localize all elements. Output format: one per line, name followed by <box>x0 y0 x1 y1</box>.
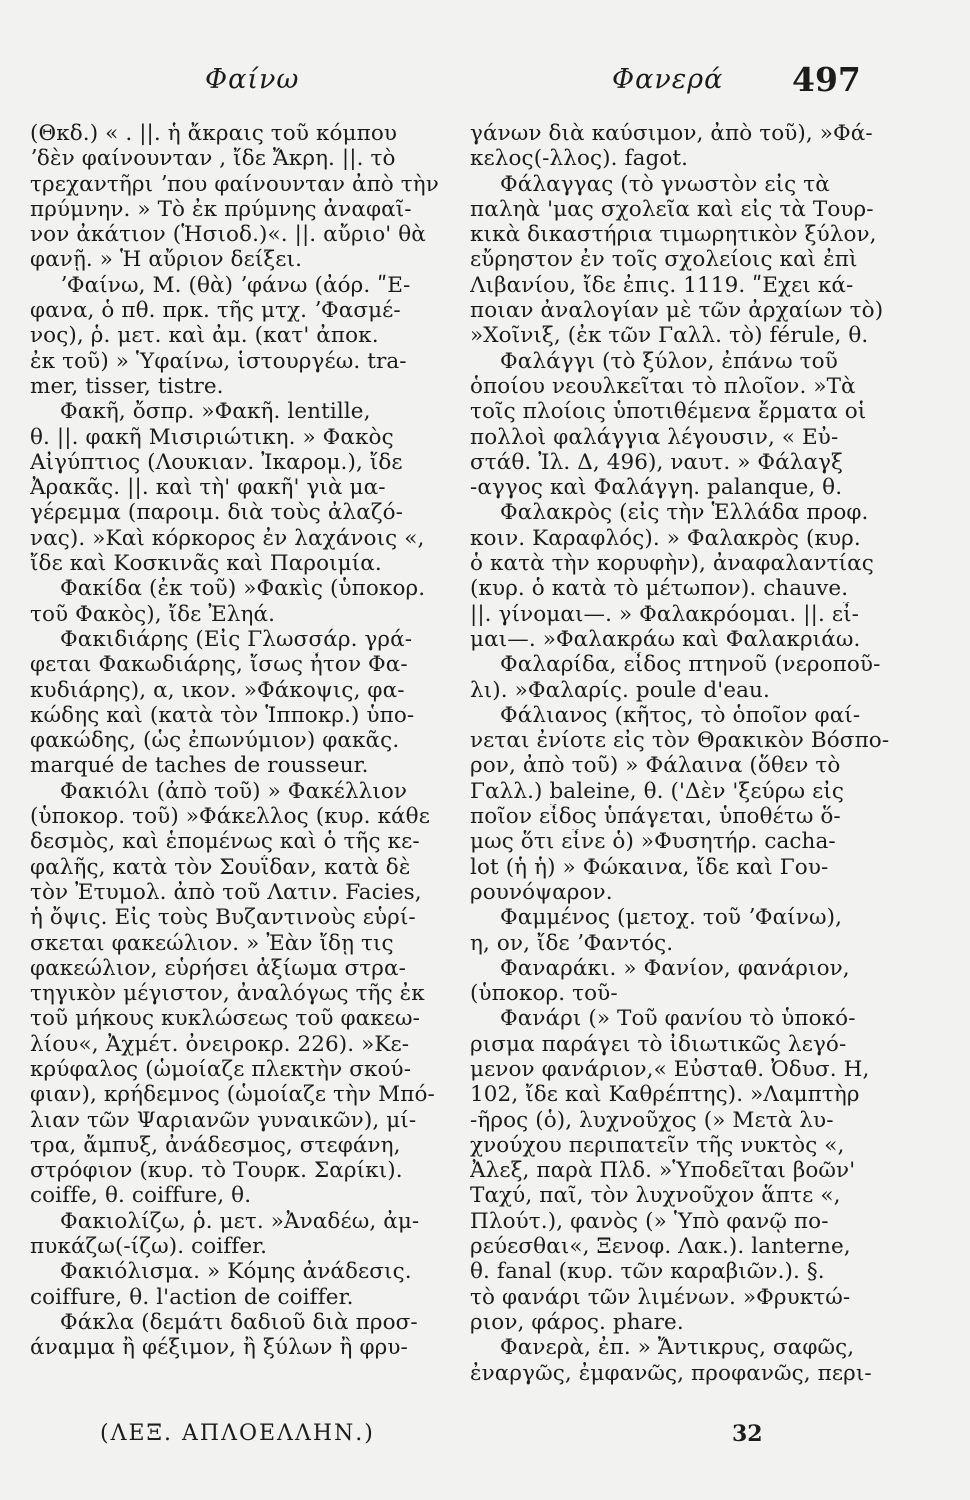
text-line: lot (ἡ ἡ) » Φώκαινα, ἴδε καὶ Γου- <box>470 854 829 880</box>
text-line: δεσμὸς, καὶ ἑπομένως καὶ ὁ τῆς κε- <box>30 829 420 855</box>
text-line: Φανερὰ, ἐπ. » Ἄντικρυς, σαφῶς, <box>500 1335 855 1361</box>
text-line: τηγικὸν μέγιστον, ἀναλόγως τῆς ἐκ <box>30 981 425 1007</box>
text-line: γάνων διὰ καύσιμον, ἀπὸ τοῦ), »Φά- <box>470 121 873 146</box>
text-line: (ὑποκορ. τοῦ- <box>470 981 618 1007</box>
text-line: Φακιόλισμα. » Κόμης ἀνάδεσις. <box>60 1259 412 1285</box>
text-line: Φαλακρὸς (εἰς τὴν Ἑλλάδα προφ. <box>500 500 869 526</box>
text-line: coiffure, θ. l'action de coiffer. <box>30 1284 354 1310</box>
text-line: σκεται φακεώλιον. » Ἐὰν ἴδῃ τις <box>30 930 394 956</box>
text-line: μως ὅτι εἶνε ὁ) »Φυσητήρ. cacha- <box>470 829 836 855</box>
text-line: φακώδης, (ὡς ἐπωνύμιον) φακᾶς. <box>30 728 400 754</box>
text-line: Φαναράκι. » Φανίον, φανάριον, <box>500 955 850 981</box>
text-line: Φακίδα (ἐκ τοῦ) »Φακὶς (ὑποκορ. <box>60 576 426 602</box>
text-line: Λιβανίου, ἴδε ἐπις. 1119. ʺΕχει κά- <box>470 272 854 298</box>
text-line: θ. fanal (κυρ. τῶν καραβιῶν.). §. <box>470 1259 825 1285</box>
text-line: marqué de taches de rousseur. <box>30 753 369 779</box>
text-line: κικὰ δικαστήρια τιμωρητικὸν ξύλον, <box>470 222 877 248</box>
text-line: λίου«, Ἀχμέτ. ὀνειροκρ. 226). »Κε- <box>30 1031 410 1057</box>
text-line: πυκάζω(-ίζω). coiffer. <box>30 1234 268 1260</box>
text-line: τοῦ μήκους κυκλώσεως τοῦ φακεω- <box>30 1006 421 1032</box>
text-line: ὁποίου νεουλκεῖται τὸ πλοῖον. »Τὰ <box>470 373 856 399</box>
text-line: Ταχύ, παῖ, τὸν λυχνοῦχον ἅπτε «, <box>470 1183 841 1209</box>
page-number: 497 <box>792 60 861 99</box>
text-line: Φαλάγγι (τὸ ξύλον, ἐπάνω τοῦ <box>500 348 838 374</box>
footer-title: (ΛΕΞ. ΑΠΛΟΕΛΛΗΝ.) <box>100 1421 375 1446</box>
text-line: Ἀρακᾶς. ||. καὶ τὴ' φακῆ' γιὰ μα- <box>30 475 386 501</box>
text-line: νον ἀκάτιον (Ἡσιοδ.)«. ||. αὔριο' θὰ <box>30 222 426 248</box>
text-line: μενον φανάριον,« Εὐσταθ. Ὀδυσ. Η, <box>470 1056 870 1082</box>
text-line: κρύφαλος (ὡμοίαζε πλεκτὴν σκού- <box>30 1056 412 1082</box>
text-line: Πλούτ.), φανὸς (» Ὑπὸ φανῷ πο- <box>470 1208 829 1234</box>
text-line: μαι—. »Φαλακράω καὶ Φαλακριάω. <box>470 626 861 652</box>
text-line: τὸν Ἐτυμολ. ἀπὸ τοῦ Λατιν. Facies, <box>30 879 422 905</box>
text-line: νεται ἐνίοτε εἰς τὸν Θρακικὸν Βόσπο- <box>470 728 890 754</box>
text-line: Φάλιανος (κῆτος, τὸ ὁποῖον φαί- <box>500 702 861 728</box>
text-line: η, ον, ἴδε ʼΦαντός. <box>470 930 674 956</box>
text-line: νας). »Καὶ κόρκορος ἐν λαχάνοις «, <box>30 525 425 551</box>
text-line: »Χοῖνιξ, (ἐκ τῶν Γαλλ. τὸ) férule, θ. <box>470 323 869 349</box>
text-line: παληὰ 'μας σχολεῖα καὶ εἰς τὰ Τουρ- <box>470 196 874 222</box>
text-line: Φακιολίζω, ῥ. μετ. »Ἀναδέω, ἀμ- <box>60 1208 420 1234</box>
text-line: ἐναργῶς, ἐμφανῶς, προφανῶς, περι- <box>470 1360 872 1386</box>
text-line: λιαν τῶν Ψαριανῶν γυναικῶν), μί- <box>30 1107 417 1133</box>
text-line: Αἰγύπτιος (Λουκιαν. Ἰκαρομ.), ἴδε <box>30 449 403 475</box>
text-line: φεται Φακωδιάρης, ἴσως ἦτον Φα- <box>30 652 408 678</box>
text-line: φανῇ. » Ἡ αὔριον δείξει. <box>30 247 303 273</box>
text-line: ἐκ τοῦ) » Ὑφαίνω, ἱστουργέω. tra- <box>30 348 407 374</box>
text-line: εὔρηστον ἐν τοῖς σχολείοις καὶ ἐπὶ <box>470 247 858 273</box>
text-line: κώδης καὶ (κατὰ τὸν Ἱπποκρ.) ὑπο- <box>30 702 415 728</box>
text-line: φιαν), κρήδεμνος (ὡμοίαζε τὴν Μπό- <box>30 1082 435 1108</box>
text-line: κοιν. Καραφλός). » Φαλακρὸς (κυρ. <box>470 525 861 551</box>
left-column <box>30 121 460 1361</box>
text-line: ρον, ἀπὸ τοῦ) » Φάλαινα (ὅθεν τὸ <box>470 753 841 779</box>
text-line: γέρεμμα (παροιμ. διὰ τοὺς ἀλαζό- <box>30 500 403 526</box>
text-line: άναμμα ἢ φέξιμον, ἢ ξύλων ἢ φρυ- <box>30 1335 408 1361</box>
text-line: ἡ ὄψις. Εἰς τοὺς Βυζαντινοὺς εὑρί- <box>30 905 416 931</box>
text-line: φακεώλιον, εὑρήσει ἀξίωμα στρα- <box>30 955 406 981</box>
text-line: Φακιόλι (ἀπὸ τοῦ) » Φακέλλιον <box>60 778 408 804</box>
text-line: φανα, ὁ πθ. πρκ. τῆς μτχ. ʼΦασμέ- <box>30 298 401 324</box>
text-line: στάθ. Ἰλ. Δ, 496), ναυτ. » Φάλαγξ <box>470 449 843 475</box>
text-line: ριον, φάρος. phare. <box>470 1309 684 1335</box>
text-line: τοῖς πλοίοις ὑποτιθέμενα ἔρματα οἱ <box>470 399 867 425</box>
text-line: ʼδὲν φαίνουνταν , ἴδε Ἄκρη. ||. τὸ <box>30 146 396 172</box>
text-line: Φάκλα (δεμάτι δαδιοῦ διὰ προσ- <box>60 1309 418 1335</box>
text-line: ρισμα παράγει τὸ ἰδιωτικῶς λεγό- <box>470 1031 847 1057</box>
signature-mark: 32 <box>732 1421 763 1447</box>
text-line: ποῖον εἶδος ὑπάγεται, ὑποθέτω ὅ- <box>470 804 841 830</box>
text-line: ||. γίνομαι—. » Φαλακρόομαι. ||. εἶ- <box>470 601 859 627</box>
text-line: τρα, ἄμπυξ, ἀνάδεσμος, στεφάνη, <box>30 1132 401 1158</box>
text-line: κυδιάρης), α, ικον. »Φάκοψις, φα- <box>30 677 405 703</box>
text-line: coiffe, θ. coiffure, θ. <box>30 1183 252 1209</box>
text-line: νος), ῥ. μετ. καὶ ἀμ. (κατ' ἀποκ. <box>30 323 379 349</box>
text-line: ʼΦαίνω, Μ. (θὰ) ʼφάνω (ἀόρ. ʺΕ- <box>60 272 411 298</box>
running-head-left: Φαίνω <box>205 64 300 95</box>
text-line: Φαλαρίδα, εἶδος πτηνοῦ (νεροποῦ- <box>500 652 881 678</box>
text-line: Φαμμένος (μετοχ. τοῦ ʼΦαίνω), <box>500 905 843 931</box>
text-line: χνούχου περιπατεῖν τῆς νυκτὸς «, <box>470 1132 845 1158</box>
text-line: Φακῆ, ὄσπρ. »Φακῆ. lentille, <box>60 399 371 425</box>
text-line: λι). »Φαλαρίς. poule d'eau. <box>470 677 770 703</box>
text-line: κελος(-λλος). fagot. <box>470 146 689 172</box>
text-line: στρόφιον (κυρ. τὸ Τουρκ. Σαρίκι). <box>30 1158 403 1184</box>
text-line: φαλῆς, κατὰ τὸν Σουΐδαν, κατὰ δὲ <box>30 854 411 880</box>
text-line: -ῆρος (ὁ), λυχνοῦχος (» Μετὰ λυ- <box>470 1107 834 1133</box>
text-line: mer, tisser, tistre. <box>30 373 224 399</box>
text-line: (ὑποκορ. τοῦ) »Φάκελλος (κυρ. κάθε <box>30 804 430 830</box>
right-column <box>470 121 910 1386</box>
text-line: πολλοὶ φαλάγγια λέγουσιν, « Εὐ- <box>470 424 839 450</box>
text-line: ρουνόψαρον. <box>470 879 613 905</box>
text-line: θ. ||. φακῆ Μισιριώτικη. » Φακὸς <box>30 424 394 450</box>
text-line: Φανάρι (» Τοῦ φανίου τὸ ὑποκό- <box>500 1006 856 1032</box>
running-head-right: Φανερά <box>612 64 724 95</box>
text-line: Ἀλεξ, παρὰ Πλδ. »Ὑποδεῖται βοῶν' <box>470 1158 856 1184</box>
text-line: -αγγος καὶ Φαλάγγη. palanque, θ. <box>470 475 843 501</box>
text-line: ἴδε καὶ Κοσκινᾶς καὶ Παροιμία. <box>30 551 382 577</box>
text-line: 102, ἴδε καὶ Καθρέπτης). »Λαμπτὴρ <box>470 1082 860 1108</box>
text-line: ὁ κατὰ τὴν κορυφὴν), ἀναφαλαντίας <box>470 551 874 577</box>
text-line: (κυρ. ὁ κατὰ τὸ μέτωπον). chauve. <box>470 576 849 602</box>
text-line: Φάλαγγας (τὸ γνωστὸν εἰς τὰ <box>500 171 830 197</box>
text-line: (Θκδ.) « . ||. ἡ ἄκραις τοῦ κόμπου <box>30 121 398 146</box>
text-line: ποιαν ἀναλογίαν μὲ τῶν ἀρχαίων τὸ) <box>470 298 884 324</box>
text-line: πρύμνην. » Τὸ ἐκ πρύμνης ἀναφαῖ- <box>30 196 412 222</box>
text-line: τρεχαντῆρι ʼπου φαίνουνταν ἀπὸ τὴν <box>30 171 439 197</box>
text-line: τοῦ Φακὸς), ἴδε Ἐληά. <box>30 601 276 627</box>
text-line: Γαλλ.) baleine, θ. ('Δὲν 'ξεύρω εἰς <box>470 778 844 804</box>
text-line: ρεύεσθαι«, Ξενοφ. Λακ.). lanterne, <box>470 1234 851 1260</box>
text-line: τὸ φανάρι τῶν λιμένων. »Φρυκτώ- <box>470 1284 851 1310</box>
text-line: Φακιδιάρης (Εἰς Γλωσσάρ. γρά- <box>60 626 413 652</box>
